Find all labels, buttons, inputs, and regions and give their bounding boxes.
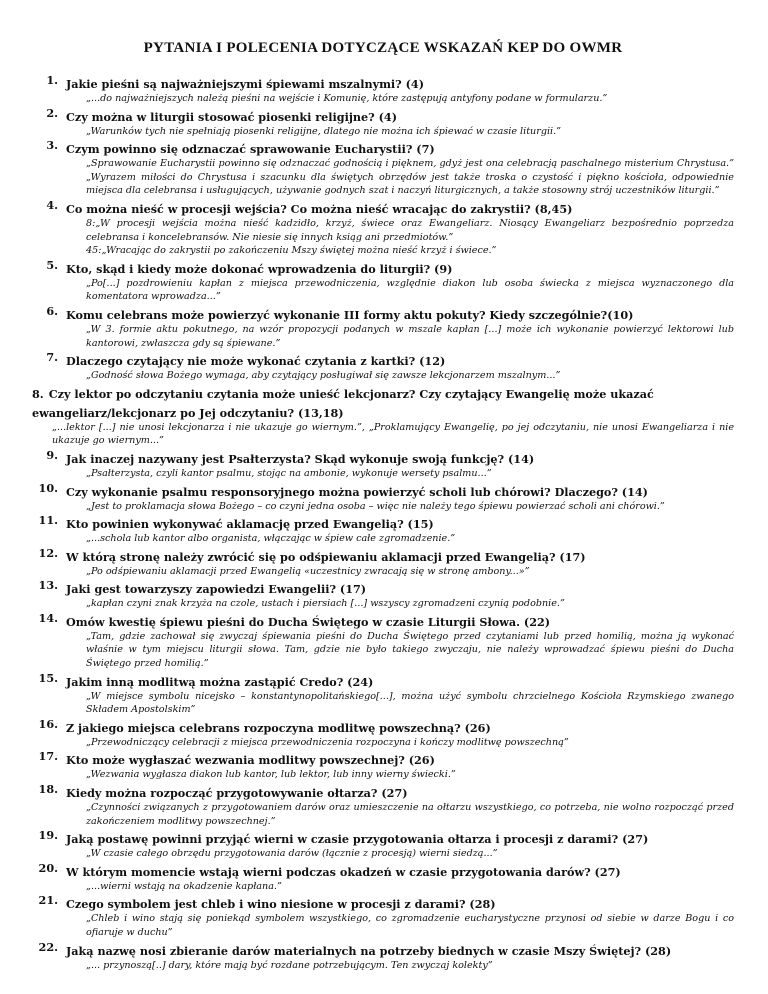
question-item	[32, 861, 734, 894]
question-item	[32, 304, 734, 350]
question-item	[32, 258, 734, 304]
answer-quote: „Przewodniczący celebracji z miejsca przewodniczenia rozpoczyna i kończy modlitwę powszechną”	[86, 736, 569, 748]
answer-quote: „Sprawowanie Eucharystii powinno się odznaczać godnością i pięknem, gdyż jest ona celebracją paschalnego misterium Chrystusa.” „Wyrazem miłości do Chrystusa i szacunku dla świętych obrzędów jest także troska o czystość i piękno kościoła, odpowiednie miejsca dla celebransa i usługujących, używanie godnych szat i naczyń liturgicznych, a także stosowny strój uczestników liturgii.”	[86, 158, 734, 197]
question-item	[32, 383, 734, 448]
question-number: 4.	[46, 197, 58, 212]
question-number: 6.	[46, 303, 58, 318]
question-number: 8.	[32, 386, 44, 401]
question-text: Komu celebrans może powierzyć wykonanie III formy aktu pokuty? Kiedy szczególnie?(10)	[66, 307, 634, 322]
answer-quote: „...schola lub kantor albo organista, włączając w śpiew całe zgromadzenie.”	[86, 533, 456, 545]
question-number: 18.	[38, 782, 58, 797]
question-text: Kto powinien wykonywać aklamację przed Ewangelią? (15)	[66, 517, 434, 532]
answer-quote: 45:„Wracając do zakrystii po zakończeniu Mszy świętej można nieść krzyż i świece.”	[86, 245, 497, 257]
question-number: 17.	[38, 749, 58, 764]
answer-quote: „kapłan czyni znak krzyża na czole, ustach i piersiach [...] wszyscy zgromadzeni czynią podobnie.”	[86, 598, 565, 610]
question-item	[32, 513, 734, 546]
question-item	[32, 578, 734, 611]
question-text: Z jakiego miejsca celebrans rozpoczyna modlitwę powszechną? (26)	[66, 720, 491, 735]
question-text: Kto, skąd i kiedy może dokonać wprowadzenia do liturgii? (9)	[66, 261, 453, 276]
answer-quote: „Godność słowa Bożego wymaga, aby czytający posługiwał się zawsze lekcjonarzem mszalnym...”	[86, 370, 561, 382]
question-text: Co można nieść w procesji wejścia? Co można nieść wracając do zakrystii? (8,45)	[66, 201, 573, 216]
question-number: 21.	[38, 893, 58, 908]
question-number: 1.	[46, 73, 58, 87]
question-item	[32, 106, 734, 139]
question-text: Czy wykonanie psalmu responsoryjnego można powierzyć scholi lub chórowi? Dlaczego? (14)	[66, 484, 648, 499]
question-number: 7.	[46, 350, 58, 365]
question-text: Czy można w liturgii stosować piosenki religijne? (4)	[66, 109, 397, 124]
question-text: Jak inaczej nazywany jest Psałterzysta? Skąd wykonuje swoją funkcję? (14)	[66, 451, 535, 466]
question-text: Jakim inną modlitwą można zastąpić Credo? (24)	[66, 674, 374, 689]
answer-quote: „Po[...] pozdrowieniu kapłan z miejsca przewodniczenia, względnie diakon lub osoba świecka z miejsca wyznaczonego dla komentatora wprowadza...”	[86, 277, 734, 303]
answer-quote: „Po odśpiewaniu aklamacji przed Ewangelią «uczestnicy zwracają się w stronę ambony...»”	[86, 565, 530, 577]
question-text: Jaką postawę powinni przyjąć wierni w czasie przygotowania ołtarza i procesji z darami? (27)	[66, 832, 649, 847]
question-text: Czego symbolem jest chleb i wino niesione w procesji z darami? (28)	[66, 897, 496, 912]
answer-quote: „Chleb i wino stają się poniekąd symbolem wszystkiego, co zgromadzenie eucharystyczne przynosi od siebie w darze Bogu i co ofiaruje w duchu”	[86, 913, 734, 938]
answer-quote: „Tam, gdzie zachował się zwyczaj śpiewania pieśni do Ducha Świętego przed czytaniami lub przed homilią, można ją wykonać właśnie w tym miejscu liturgii słowa. Tam, gdzie nie było takiego zwyczaju, nie należy wprowadzać śpiewu pieśni do Ducha Świętego przed homilią.”	[86, 630, 734, 670]
answer-quote: „W czasie całego obrzędu przygotowania darów (łącznie z procesją) wierni siedzą...”	[86, 848, 498, 860]
question-item	[32, 893, 734, 939]
question-text: Jaką nazwę nosi zbieranie darów materialnych na potrzeby biednych w czasie Mszy Świętej? (28)	[66, 943, 672, 958]
page-title: PYTANIA I POLECENIA DOTYCZĄCE WSKAZAŃ KEP DO OWMR	[143, 40, 623, 56]
question-item	[32, 749, 734, 782]
question-list	[32, 73, 734, 972]
answer-quote: 8:„W procesji wejścia można nieść kadzidło, krzyż, świece oraz Ewangeliarz. Niosący Ewangeliarz bezpośrednio poprzedza celebransa i koncelebransów. Nie niesie się innych ksiąg ani przedmiotów.”	[86, 217, 734, 243]
question-item	[32, 198, 734, 258]
answer-quote: „Czynności związanych z przygotowaniem darów oraz umieszczenie na ołtarzu wszystkiego, co potrzeba, nie wolno rozpocząć przed zakończeniem modlitwy powszechnej.”	[86, 802, 734, 827]
question-item	[32, 671, 734, 717]
answer-quote: „...lektor [...] nie unosi lekcjonarza i nie ukazuje go wiernym.”, „Proklamujący Ewangelię, po jej odczytaniu, nie unosi Ewangeliarza i nie ukazuje go wiernym...”	[52, 421, 734, 447]
question-text: Jaki gest towarzyszy zapowiedzi Ewangelii? (17)	[66, 582, 367, 597]
question-item	[32, 717, 734, 750]
question-number: 15.	[38, 670, 58, 685]
answer-quote: „... przynoszą[..] dary, które mają być rozdane potrzebującym. Ten zwyczaj kolekty”	[86, 959, 493, 971]
question-item	[32, 611, 734, 671]
answer-quote: „W 3. formie aktu pokutnego, na wzór propozycji podanych w mszale kapłan [...] może ich wykonanie powierzyć lektorowi lub kantorowi, zwłaszcza gdy są śpiewane.”	[86, 323, 734, 349]
answer-quote: „Warunków tych nie spełniają piosenki religijne, dlatego nie można ich śpiewać w czasie liturgii.”	[86, 125, 562, 137]
question-text: Kiedy można rozpocząć przygotowywanie ołtarza? (27)	[66, 786, 408, 801]
question-number: 11.	[38, 513, 58, 528]
question-number: 10.	[38, 480, 58, 495]
question-item	[32, 350, 734, 383]
question-number: 13.	[38, 578, 58, 593]
question-item	[32, 940, 734, 973]
question-number: 19.	[38, 828, 58, 843]
question-text: Omów kwestię śpiewu pieśni do Ducha Świętego w czasie Liturgii Słowa. (22)	[66, 614, 551, 629]
answer-quote: „Jest to proklamacja słowa Bożego – co czyni jedna osoba – więc nie należy tego śpiewu powierzać scholi ani chórowi.”	[86, 500, 665, 512]
question-item	[32, 448, 734, 481]
answer-quote: „...do najważniejszych należą pieśni na wejście i Komunię, które zastępują antyfony podane w formularzu.”	[86, 93, 608, 104]
question-number: 16.	[38, 716, 58, 731]
question-text: W którym momencie wstają wierni podczas okadzeń w czasie przygotowania darów? (27)	[66, 864, 621, 879]
question-text: Kto może wygłaszać wezwania modlitwy powszechnej? (26)	[66, 753, 435, 768]
question-text: Dlaczego czytający nie może wykonać czytania z kartki? (12)	[66, 354, 446, 369]
question-item	[32, 481, 734, 514]
question-item	[32, 73, 734, 106]
question-item	[32, 138, 734, 198]
question-item	[32, 828, 734, 861]
question-text: W którą stronę należy zwrócić się po odśpiewaniu aklamacji przed Ewangelią? (17)	[66, 549, 586, 564]
answer-quote: „Psałterzysta, czyli kantor psalmu, stojąc na ambonie, wykonuje wersety psalmu...”	[86, 467, 492, 479]
question-number: 5.	[46, 257, 58, 272]
question-text: Czym powinno się odznaczać sprawowanie Eucharystii? (7)	[66, 142, 435, 157]
question-number: 22.	[38, 939, 58, 954]
question-item	[32, 782, 734, 828]
question-text: Czy lektor po odczytaniu czytania może unieść lekcjonarz? Czy czytający Ewangelię może ukazać ewangeliarz/lekcjonarz po Jej odczytaniu? (13,18)	[32, 386, 654, 420]
question-number: 12.	[38, 545, 58, 560]
question-number: 3.	[46, 138, 58, 153]
question-number: 20.	[38, 860, 58, 875]
question-number: 9.	[46, 447, 58, 462]
answer-quote: „Wezwania wygłasza diakon lub kantor, lub lektor, lub inny wierny świecki.”	[86, 769, 456, 781]
question-item	[32, 546, 734, 579]
question-number: 2.	[46, 105, 58, 120]
question-text: Jakie pieśni są najważniejszymi śpiewami mszalnymi? (4)	[66, 77, 424, 91]
answer-quote: „...wierni wstają na okadzenie kapłana.”	[86, 880, 282, 892]
answer-quote: „W miejsce symbolu nicejsko – konstantynopolitańskiego[...], można użyć symbolu chrzcielnego Kościoła Rzymskiego zwanego Składem Apostolskim”	[86, 690, 734, 716]
question-number: 14.	[38, 610, 58, 625]
